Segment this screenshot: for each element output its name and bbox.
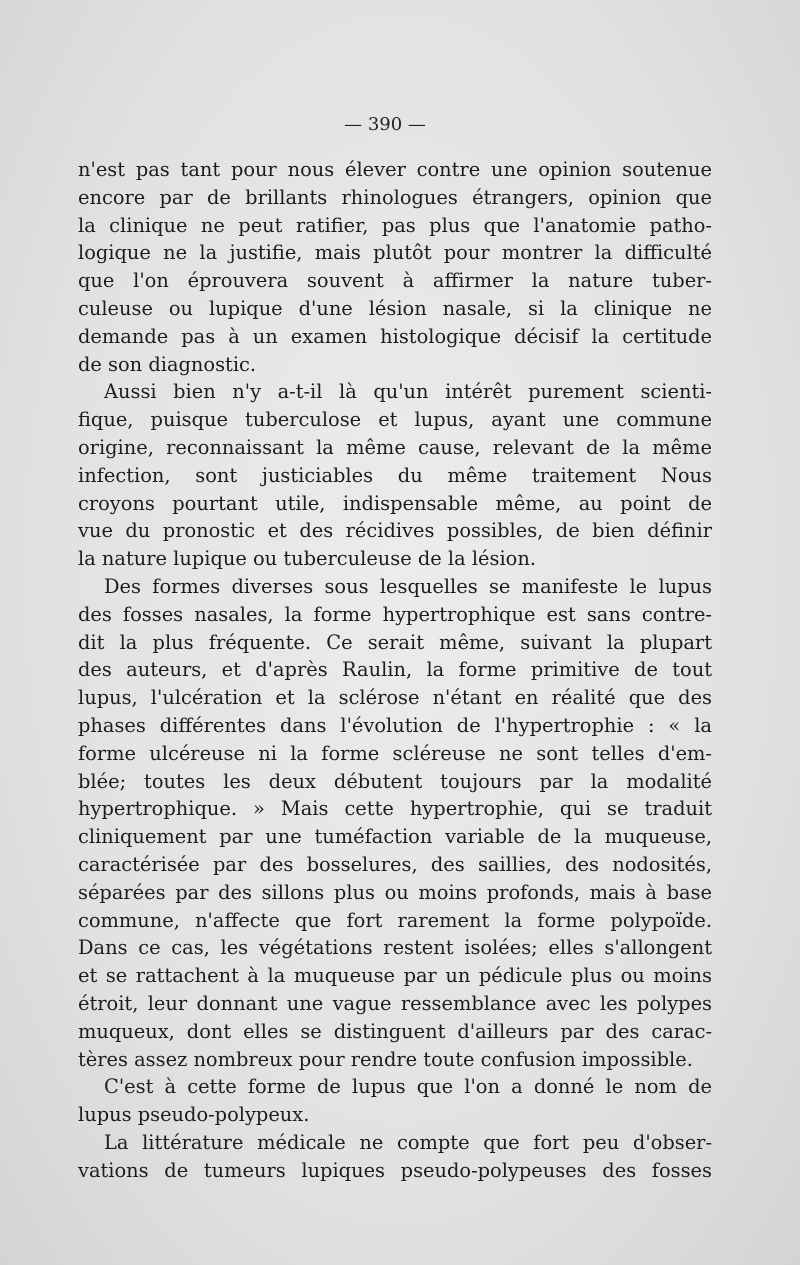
paragraph bbox=[78, 573, 712, 1073]
text-line: des fosses nasales, la forme hypertrophique est sans contre- bbox=[78, 602, 712, 626]
text-line: muqueux, dont elles se distinguent d'ailleurs par des carac- bbox=[78, 1019, 712, 1043]
text-line: blée; toutes les deux débutent toujours par la modalité bbox=[78, 769, 712, 793]
text-line: commune, n'affecte que fort rarement la forme polypoïde. bbox=[78, 908, 712, 932]
paragraph bbox=[78, 1129, 712, 1185]
text-line: tères assez nombreux pour rendre toute confusion impossible. bbox=[78, 1047, 693, 1071]
page-number: — 390 — bbox=[344, 114, 426, 135]
text-line: vations de tumeurs lupiques pseudo-polypeuses des fosses bbox=[78, 1158, 712, 1182]
text-line: et se rattachent à la muqueuse par un pédicule plus ou moins bbox=[78, 964, 712, 988]
text-line: phases différentes dans l'évolution de l'hypertrophie : « la bbox=[78, 713, 712, 737]
text-line: croyons pourtant utile, indispensable même, au point de bbox=[78, 491, 712, 515]
text-line: n'est pas tant pour nous élever contre une opinion soutenue bbox=[78, 158, 712, 181]
text-line: dit la plus fréquente. Ce serait même, suivant la plupart bbox=[78, 630, 712, 654]
text-line: fique, puisque tuberculose et lupus, ayant une commune bbox=[78, 408, 712, 432]
text-line: culeuse ou lupique d'une lésion nasale, si la clinique ne bbox=[78, 296, 712, 320]
text-line: séparées par des sillons plus ou moins profonds, mais à base bbox=[78, 880, 712, 904]
text-line: la nature lupique ou tuberculeuse de la lésion. bbox=[78, 547, 537, 571]
paragraph bbox=[78, 1073, 712, 1129]
text-line: lupus pseudo-polypeux. bbox=[78, 1103, 310, 1127]
paragraph bbox=[78, 378, 712, 573]
text-line: Aussi bien n'y a-t-il là qu'un intérêt purement scienti- bbox=[104, 380, 712, 404]
text-line: encore par de brillants rhinologues étrangers, opinion que bbox=[78, 185, 712, 209]
paragraph bbox=[78, 156, 712, 378]
body-text bbox=[78, 156, 712, 1184]
text-line: infection, sont justiciables du même traitement Nous bbox=[78, 463, 712, 487]
text-line: demande pas à un examen histologique décisif la certitude bbox=[78, 324, 712, 348]
text-line: Des formes diverses sous lesquelles se manifeste le lupus bbox=[104, 574, 712, 598]
text-line: la clinique ne peut ratifier, pas plus que l'anatomie patho- bbox=[78, 213, 712, 237]
text-line: origine, reconnaissant la même cause, relevant de la même bbox=[78, 435, 712, 459]
text-line: hypertrophique. » Mais cette hypertrophie, qui se traduit bbox=[78, 797, 712, 821]
text-line: La littérature médicale ne compte que fort peu d'obser- bbox=[104, 1130, 712, 1154]
text-line: lupus, l'ulcération et la sclérose n'étant en réalité que des bbox=[78, 686, 712, 710]
text-line: C'est à cette forme de lupus que l'on a donné le nom de bbox=[104, 1075, 712, 1099]
text-line: étroit, leur donnant une vague ressemblance avec les polypes bbox=[78, 991, 712, 1015]
text-line: forme ulcéreuse ni la forme scléreuse ne sont telles d'em- bbox=[78, 741, 712, 765]
text-line: des auteurs, et d'après Raulin, la forme primitive de tout bbox=[78, 658, 712, 682]
text-line: cliniquement par une tuméfaction variable de la muqueuse, bbox=[78, 825, 712, 849]
text-line: caractérisée par des bosselures, des saillies, des nodosités, bbox=[78, 852, 712, 876]
text-line: logique ne la justifie, mais plutôt pour montrer la difficulté bbox=[78, 241, 712, 265]
text-line: vue du pronostic et des récidives possibles, de bien définir bbox=[78, 519, 712, 543]
text-line: de son diagnostic. bbox=[78, 352, 257, 376]
text-line: que l'on éprouvera souvent à affirmer la nature tuber- bbox=[78, 269, 712, 293]
text-line: Dans ce cas, les végétations restent isolées; elles s'allongent bbox=[78, 936, 712, 960]
